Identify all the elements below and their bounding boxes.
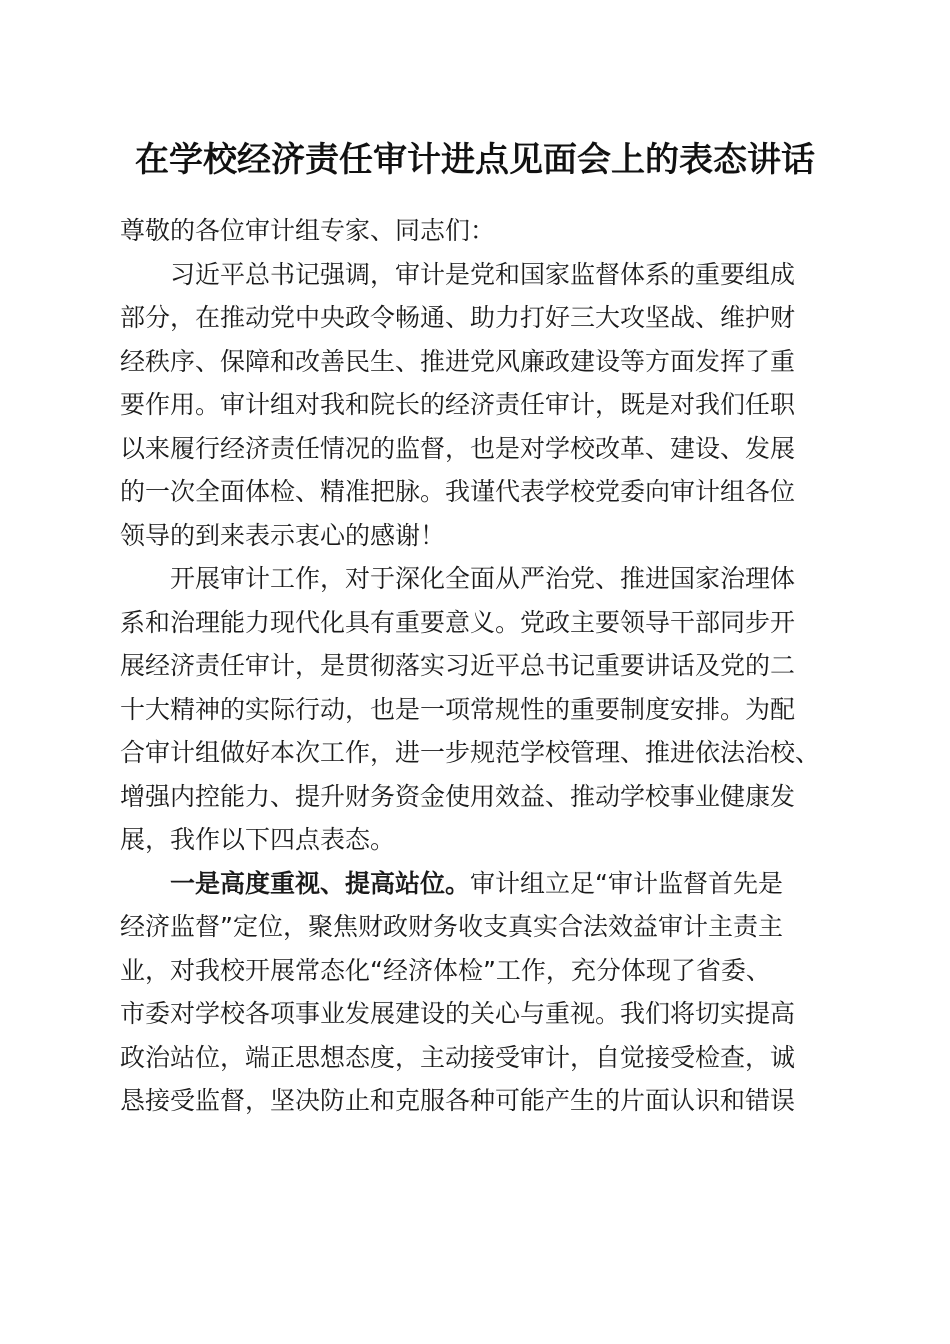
text-line: 业，对我校开展常态化“经济体检”工作，充分体现了省委、	[120, 955, 771, 985]
paragraph-1	[120, 253, 832, 558]
paragraph-2	[120, 557, 832, 862]
text-line: 要作用。审计组对我和院长的经济责任审计，既是对我们任职	[120, 390, 796, 419]
text-line: 市委对学校各项事业发展建设的关心与重视。我们将切实提高	[120, 999, 796, 1028]
text-line: 增强内控能力、提升财务资金使用效益、推动学校事业健康发	[120, 781, 796, 811]
text-line: 以来履行经济责任情况的监督，也是对学校改革、建设、发展	[120, 433, 796, 463]
salutation: 尊敬的各位审计组专家、同志们：	[120, 216, 496, 245]
text-run: 审计组立足“审计监督首先是	[470, 868, 783, 898]
text-line: 政治站位，端正思想态度，主动接受审计，自觉接受检查，诚	[120, 1042, 796, 1072]
text-line: 合审计组做好本次工作，进一步规范学校管理、推进依法治校、	[120, 738, 821, 767]
text-line: 展经济责任审计，是贯彻落实习近平总书记重要讲话及党的二	[120, 651, 796, 680]
text-line: 领导的到来表示衷心的感谢！	[120, 520, 446, 550]
text-line: 的一次全面体检、精准把脉。我谨代表学校党委向审计组各位	[120, 477, 796, 506]
paragraph-lead: 一是高度重视、提高站位。	[170, 868, 471, 898]
text-line: 习近平总书记强调，审计是党和国家监督体系的重要组成	[170, 259, 796, 289]
text-line: 部分，在推动党中央政令畅通、助力打好三大攻坚战、维护财	[120, 303, 796, 332]
text-line: 展，我作以下四点表态。	[120, 825, 396, 854]
text-line: 十大精神的实际行动，也是一项常规性的重要制度安排。为配	[120, 694, 796, 724]
text-line: 经济监督”定位，聚焦财政财务收支真实合法效益审计主责主	[120, 912, 783, 941]
text-line: 开展审计工作，对于深化全面从严治党、推进国家治理体	[170, 564, 796, 593]
text-line: 经秩序、保障和改善民生、推进党风廉政建设等方面发挥了重	[120, 346, 796, 376]
text-line: 恳接受监督，坚决防止和克服各种可能产生的片面认识和错误	[120, 1086, 796, 1115]
text-line: 系和治理能力现代化具有重要意义。党政主要领导干部同步开	[120, 607, 796, 637]
paragraph-3	[120, 862, 832, 1123]
text-line	[120, 862, 832, 906]
document-title: 在学校经济责任审计进点见面会上的表态讲话	[135, 140, 815, 180]
document-body	[120, 209, 832, 1123]
